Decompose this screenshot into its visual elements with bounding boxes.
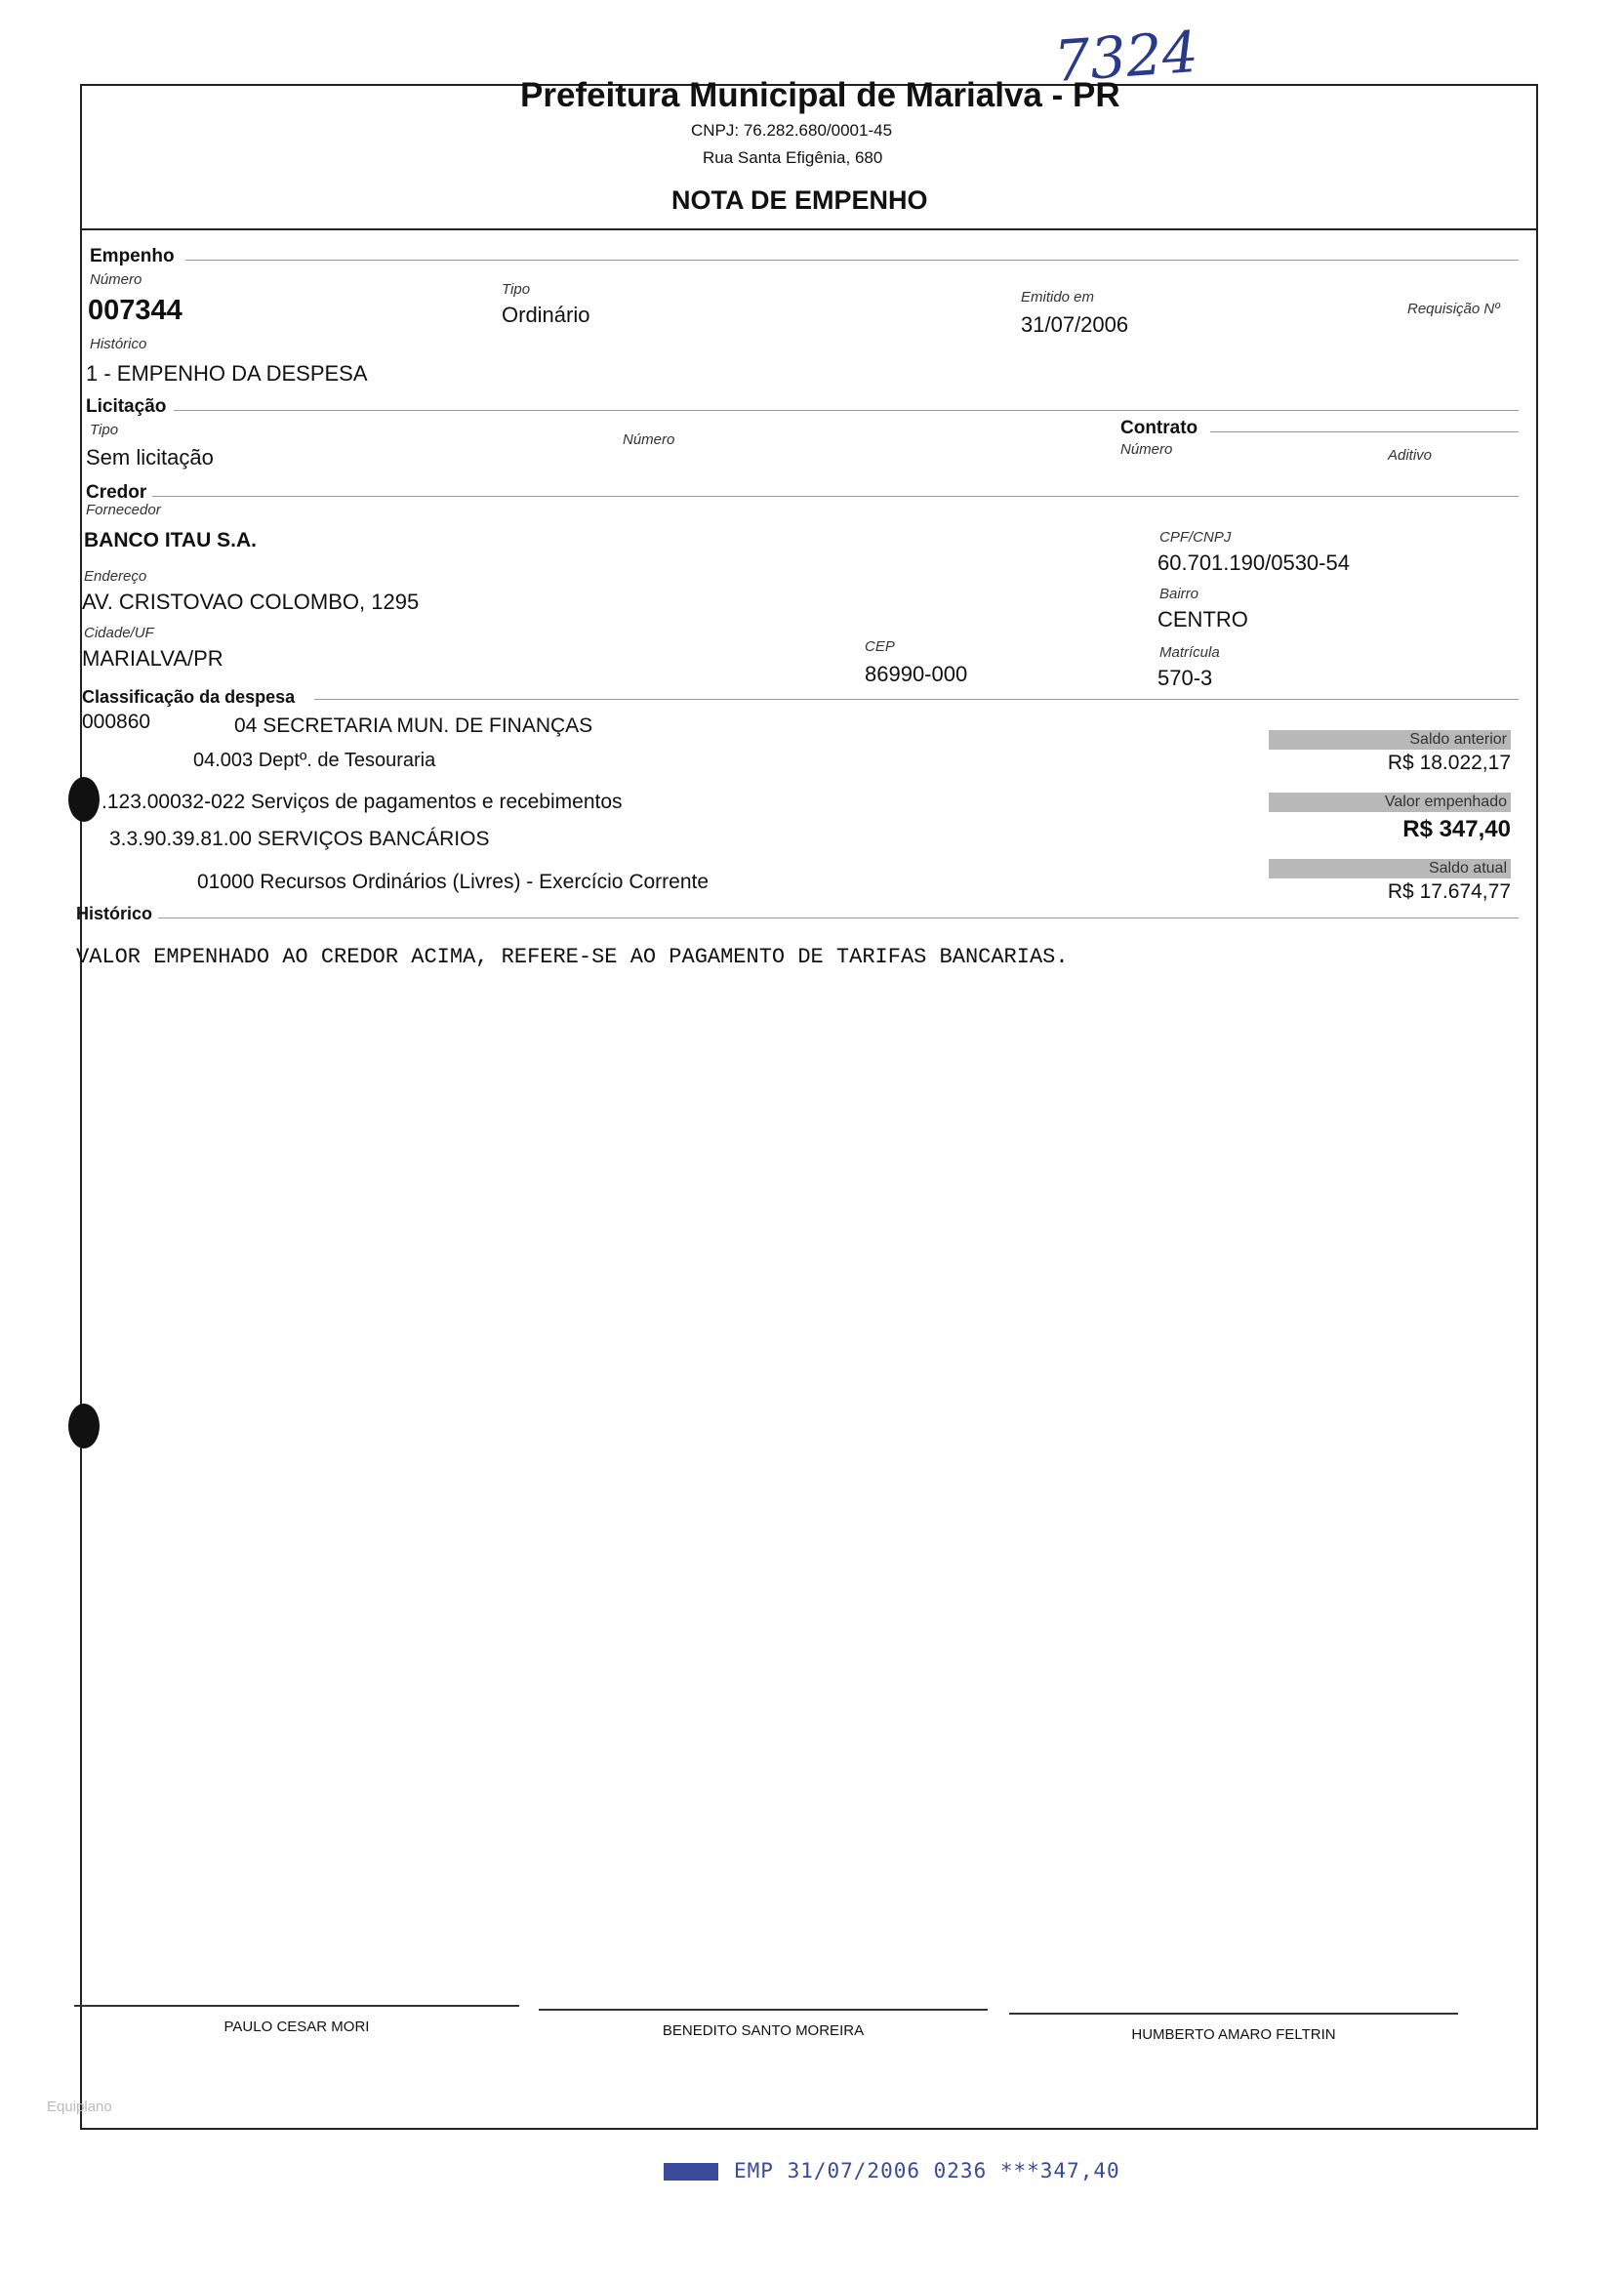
empenho-number: 007344 xyxy=(88,295,183,326)
endereco-value: AV. CRISTOVAO COLOMBO, 1295 xyxy=(82,590,420,614)
divider xyxy=(314,699,1519,700)
signature-name-1: PAULO CESAR MORI xyxy=(223,2019,370,2035)
section-licitacao: Licitação xyxy=(86,396,167,417)
classificacao-line5: 01000 Recursos Ordinários (Livres) - Exercício Corrente xyxy=(197,871,710,893)
divider xyxy=(185,260,1519,261)
aditivo-label: Aditivo xyxy=(1388,447,1433,464)
cep-value: 86990-000 xyxy=(865,662,968,686)
historico-label: Histórico xyxy=(90,336,147,352)
signature-name-2: BENEDITO SANTO MOREIRA xyxy=(662,2022,865,2039)
divider xyxy=(1210,431,1519,432)
classificacao-code: 000860 xyxy=(82,711,151,733)
section-historico: Histórico xyxy=(76,904,153,923)
divider xyxy=(152,496,1519,497)
classificacao-line2: 04.003 Deptº. de Tesouraria xyxy=(193,750,436,771)
cidade-label: Cidade/UF xyxy=(84,625,154,641)
bairro-label: Bairro xyxy=(1159,586,1199,602)
requisicao-label: Requisição Nº xyxy=(1407,301,1500,317)
cep-label: CEP xyxy=(865,638,895,655)
tipo-label: Tipo xyxy=(502,281,531,298)
bottom-stamp xyxy=(664,2159,1120,2182)
saldo-anterior-label: Saldo anterior xyxy=(1269,730,1511,750)
licitacao-numero-label: Número xyxy=(623,431,675,448)
endereco-label: Endereço xyxy=(84,568,147,585)
emitido-value: 31/07/2006 xyxy=(1021,312,1129,337)
page-title: Prefeitura Municipal de Marialva - PR xyxy=(520,76,1120,114)
header-divider xyxy=(80,228,1538,230)
matricula-label: Matrícula xyxy=(1159,644,1220,661)
cidade-value: MARIALVA/PR xyxy=(82,646,223,671)
saldo-atual-label: Saldo atual xyxy=(1269,859,1511,878)
matricula-value: 570-3 xyxy=(1157,666,1213,690)
signature-name-3: HUMBERTO AMARO FELTRIN xyxy=(1131,2026,1336,2043)
footer-software: Equiplano xyxy=(47,2099,112,2115)
emitido-label: Emitido em xyxy=(1021,289,1095,306)
valor-empenhado-label: Valor empenhado xyxy=(1269,793,1511,812)
fornecedor-label: Fornecedor xyxy=(86,502,161,518)
cpf-value: 60.701.190/0530-54 xyxy=(1157,551,1350,575)
licitacao-tipo-label: Tipo xyxy=(90,422,119,438)
address-text: Rua Santa Efigênia, 680 xyxy=(703,148,883,167)
section-contrato: Contrato xyxy=(1120,418,1198,438)
stamp-mark-icon xyxy=(664,2163,718,2181)
document-frame xyxy=(80,84,1538,2130)
handwritten-number: 7324 xyxy=(1051,18,1200,96)
section-classificacao: Classificação da despesa xyxy=(82,687,296,707)
section-credor: Credor xyxy=(86,482,147,503)
document-title: NOTA DE EMPENHO xyxy=(671,185,928,215)
cnpj-text: CNPJ: 76.282.680/0001-45 xyxy=(691,121,893,140)
punch-hole xyxy=(68,1404,100,1448)
licitacao-tipo: Sem licitação xyxy=(86,445,214,469)
classificacao-line1: 04 SECRETARIA MUN. DE FINANÇAS xyxy=(234,714,593,737)
divider xyxy=(174,410,1519,411)
tipo-value: Ordinário xyxy=(502,303,590,327)
signature-line xyxy=(74,2005,519,2007)
punch-hole xyxy=(68,777,100,822)
historico-empenho: 1 - EMPENHO DA DESPESA xyxy=(86,361,368,386)
classificacao-line3: .123.00032-022 Serviços de pagamentos e recebimentos xyxy=(102,791,623,813)
contrato-numero-label: Número xyxy=(1120,441,1173,458)
signature-line xyxy=(1009,2013,1458,2015)
saldo-atual-value: R$ 17.674,77 xyxy=(1387,880,1511,903)
historico-text: VALOR EMPENHADO AO CREDOR ACIMA, REFERE-SE AO PAGAMENTO DE TARIFAS BANCARIAS. xyxy=(76,945,1069,969)
cpf-label: CPF/CNPJ xyxy=(1159,529,1232,546)
valor-empenhado-value: R$ 347,40 xyxy=(1402,816,1511,842)
bairro-value: CENTRO xyxy=(1157,607,1248,632)
classificacao-line4: 3.3.90.39.81.00 SERVIÇOS BANCÁRIOS xyxy=(109,828,490,850)
section-empenho: Empenho xyxy=(90,246,175,266)
stamp-text: EMP 31/07/2006 0236 ***347,40 xyxy=(734,2159,1120,2182)
fornecedor-value: BANCO ITAU S.A. xyxy=(84,529,257,551)
saldo-anterior-value: R$ 18.022,17 xyxy=(1387,752,1511,774)
signature-line xyxy=(539,2009,988,2011)
numero-label: Número xyxy=(90,271,142,288)
